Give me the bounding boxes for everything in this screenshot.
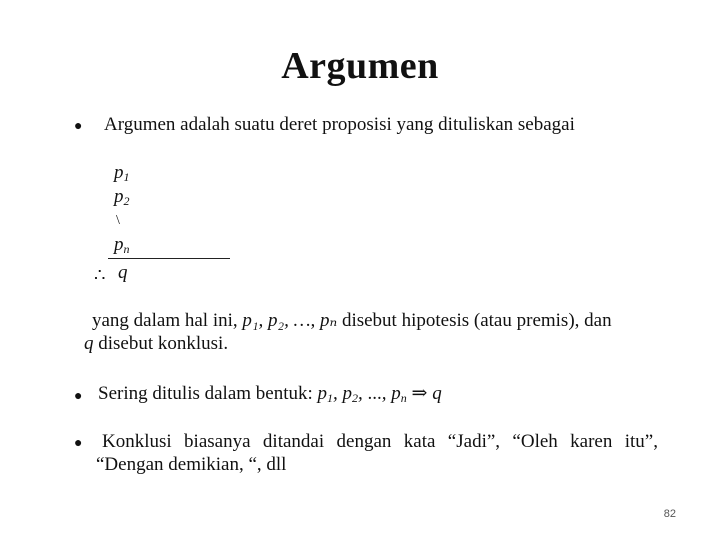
bullet-text-2: Sering ditulis dalam bentuk: $p_1$, $p_2$, ..., $p_n$ ⇒ q [98, 383, 442, 405]
bullet-icon: ● [74, 436, 83, 451]
bullet-text-3-line-2: “Dengan demikian, “, dll [96, 454, 287, 475]
form-expression: $p_1$, $p_2$, ..., $p_n$ ⇒ q [317, 383, 442, 405]
premise-n: $p_n$ [114, 234, 130, 256]
therefore-symbol: ∴ [94, 265, 106, 285]
explanation-line-1: yang dalam hal ini, p₁, p₂, …, pₙ disebut hipotesis (atau premis), dan [92, 310, 612, 331]
page-number: 82 [663, 508, 676, 520]
conclusion-divider [108, 258, 230, 259]
premise-1: $p_1$ [114, 162, 130, 184]
premise-2: $p_2$ [114, 186, 130, 208]
bullet-text-3-line-1: Konklusi biasanya ditandai dengan kata “Jadi”, “Oleh karen itu”, [102, 431, 658, 452]
conclusion-q: q [118, 262, 128, 283]
explanation-line-2: q disebut konklusi. [84, 333, 229, 354]
bullet-icon: ● [74, 119, 83, 134]
premise-ellipsis: \ [116, 213, 120, 228]
bullet-text-1: Argumen adalah suatu deret proposisi yang dituliskan sebagai [104, 114, 575, 135]
slide-title: Argumen [281, 45, 439, 87]
bullet-icon: ● [74, 389, 83, 404]
